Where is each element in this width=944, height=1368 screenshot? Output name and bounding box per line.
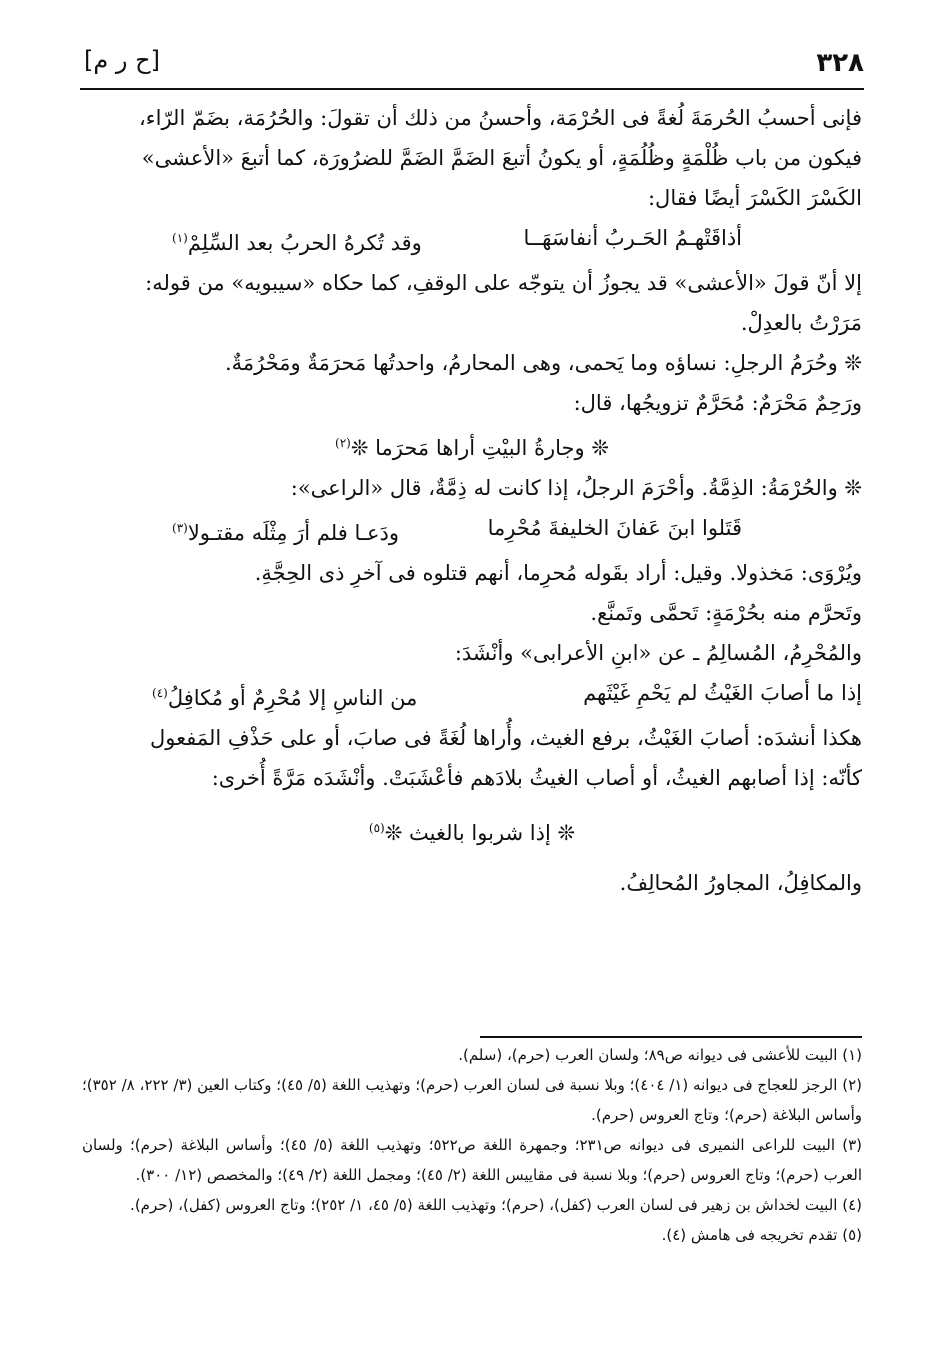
text-line: وتَحرَّم منه بحُرْمَةٍ: تَحمَّى وتَمنَّع. bbox=[590, 601, 862, 625]
verse-hemistich-left bbox=[152, 673, 417, 718]
verse-text: ❊ وجارةُ البيْتِ أراها مَحرَما ❊ bbox=[350, 436, 609, 460]
running-head-root: [ح ر م] bbox=[84, 46, 160, 74]
footnote-ref: (٤) bbox=[152, 686, 168, 700]
quoted-verse bbox=[82, 798, 862, 863]
verse-line bbox=[82, 508, 862, 553]
text-line: والمُحْرِمُ، المُسالِمُ ـ عن «ابنِ الأعرابى» وأنْشَدَ: bbox=[454, 641, 862, 665]
text-line: مَرَرْتُ بالعدِلْ. bbox=[740, 311, 862, 335]
footnote-ref: (٢) bbox=[335, 436, 351, 450]
text-line: ورَحِمٌ مَحْرَمٌ: مُحَرَّمٌ تزويجُها، قال: bbox=[573, 391, 862, 415]
text-line: إلا أنّ قولَ «الأعشى» قد يجوزُ أن يتوجّه على الوقفِ، كما حكاه «سيبويه» من قوله: bbox=[145, 271, 862, 295]
text-line: فيكون من باب ظُلْمَةٍ وظُلُمَةٍ، أو يكونُ أتبعَ الضَمَّ الضَمَّ للضرُورَة، كما أتبعَ «الأعشى» bbox=[141, 146, 862, 170]
footnote: (٢) الرجز للعجاج فى ديوانه (١/ ٤٠٤)؛ وبلا نسبة فى لسان العرب (حرم)؛ وتهذيب اللغة (٥/ ٤٥)؛ وكتاب العين (٣/ ٢٢٢، ٨/ ٣٥٢)؛ وأساس البلاغة (حرم)؛ وتاج العروس (حرم). bbox=[82, 1076, 862, 1124]
verse-text: وقد تُكرهُ الحربُ بعد السِّلِمْ bbox=[187, 231, 422, 255]
quoted-verse bbox=[82, 423, 862, 468]
verse-text: ودَعـا فلم أرَ مِثْلَه مقتـولا bbox=[187, 521, 400, 545]
page-number: ٣٢٨ bbox=[816, 48, 864, 78]
text-line: فإنى أحسبُ الحُرمَةَ لُغةً فى الحُرْمَة، وأحسنُ من ذلك أن تقولَ: والحُرُمَة، بضَمّ الرّاء، bbox=[138, 106, 862, 130]
verse-hemistich-right: قَتَلوا ابنَ عَفانَ الخليفةَ مُحْرِما bbox=[487, 516, 742, 540]
text-line: كأنّه: إذا أصابهم الغيثُ، أو أصاب الغيثُ بلادَهم فأعْشَبَتْ. وأنْشَدَه مَرَّةً أُخرى: bbox=[211, 766, 862, 790]
footnote: (٥) تقدم تخريجه فى هامش (٤). bbox=[661, 1226, 862, 1244]
entry-line: ❊ والحُرْمَةُ: الذِمَّةُ. وأحْرَمَ الرجلُ، إذا كانت له ذِمَّةٌ، قال «الراعى»: bbox=[290, 476, 862, 500]
text-line: والمكافِلُ، المجاورُ المُحالِفُ. bbox=[619, 871, 862, 895]
footnote-ref: (٣) bbox=[172, 521, 188, 535]
text-line: ويُرْوَى: مَخذولا. وقيل: أراد بقَوله مُحرِما، أنهم قتلوه فى آخرِ ذى الحِجَّةِ. bbox=[254, 561, 862, 585]
entry-line: ❊ وحُرَمُ الرجلِ: نساؤه وما يَحمى، وهى المحارمُ، واحدتُها مَحرَمَةٌ ومَحْرُمَةٌ. bbox=[224, 351, 862, 375]
footnote-ref: (١) bbox=[172, 231, 188, 245]
verse-line bbox=[82, 218, 862, 263]
footnote: (٤) البيت لخداش بن زهير فى لسان العرب (كفل)، (حرم)؛ وتهذيب اللغة (٥/ ٤٥، ١/ ٢٥٢)؛ وتاج العروس (كفل)، (حرم). bbox=[130, 1196, 862, 1214]
footnote: (١) البيت للأعشى فى ديوانه ص٨٩؛ ولسان العرب (حرم)، (سلم). bbox=[458, 1046, 862, 1064]
verse-text: من الناسِ إلا مُحْرِمٌ أو مُكافِلُ bbox=[167, 686, 418, 710]
footnote-rule bbox=[480, 1036, 862, 1038]
verse-hemistich-left bbox=[172, 508, 399, 553]
footnotes bbox=[82, 1040, 862, 1250]
footnote-ref: (٥) bbox=[368, 821, 385, 835]
footnote: (٣) البيت للراعى النميرى فى ديوانه ص٢٣١؛ وجمهرة اللغة ص٥٢٢؛ وتهذيب اللغة (٥/ ٤٥)؛ وأساس البلاغة (حرم)؛ ولسان العرب (حرم)؛ وتاج العروس (حرم)؛ وبلا نسبة فى مقاييس اللغة (٢/ ٤٥)؛ ومجمل اللغة (٢/ ٤٩)؛ والمخصص (١٢/ ٣٠٠). bbox=[82, 1136, 863, 1184]
verse-text: ❊ إذا شربوا بالغيث ❊ bbox=[384, 821, 576, 845]
header-rule bbox=[80, 88, 864, 90]
text-line: هكذا أنشدَه: أصابَ الغَيْثُ، برفع الغيث، وأُراها لُغَةً فى صابَ، أو على حَذْفِ المَفعول bbox=[149, 726, 862, 750]
main-text bbox=[82, 98, 862, 903]
text-line: الكَسْرَ الكَسْرَ أيضًا فقال: bbox=[647, 186, 862, 210]
verse-line bbox=[82, 673, 862, 718]
verse-hemistich-left bbox=[172, 218, 422, 263]
verse-hemistich-right: أذاقَتْهـمُ الحَـربُ أنفاسَهَــا bbox=[523, 226, 742, 250]
verse-hemistich-right: إذا ما أصابَ الغَيْثُ لم يَحْمِ غَيْثَهم bbox=[583, 681, 862, 705]
